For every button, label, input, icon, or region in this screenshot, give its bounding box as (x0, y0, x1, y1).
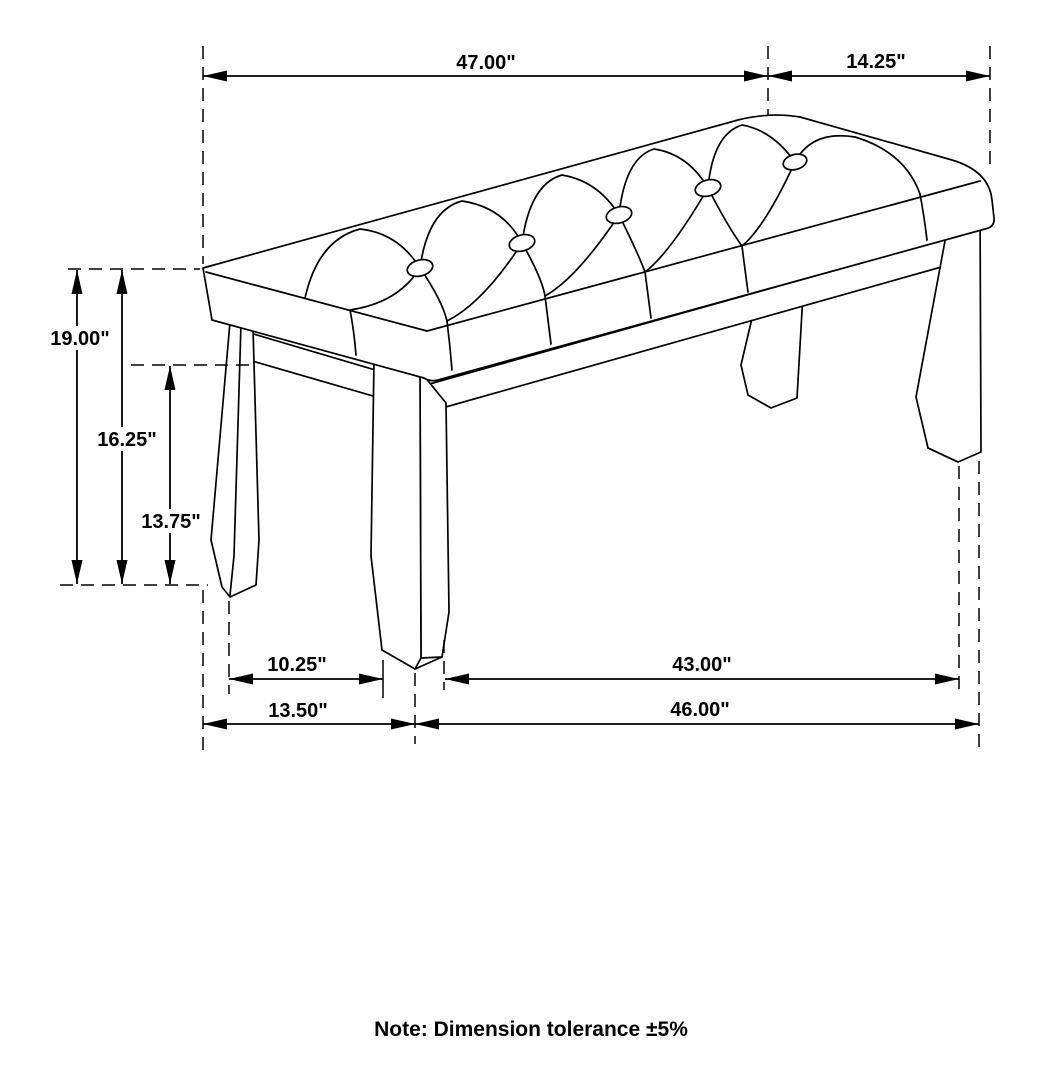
dimension-leg-clearance (134, 366, 208, 584)
arrowhead (165, 366, 176, 390)
arrowhead (72, 270, 83, 294)
dimension-label-leg-clearance: 13.75" (141, 511, 201, 533)
arrowhead (359, 674, 383, 685)
leg-side-face (420, 371, 449, 658)
arrowhead (768, 71, 792, 82)
arrowhead (391, 719, 415, 730)
leg-front-face (371, 361, 421, 669)
bench-drawing (203, 115, 994, 669)
dimension-seat-height (90, 270, 164, 584)
dimension-base-depth (203, 700, 415, 730)
arrowhead (744, 71, 768, 82)
bench-leg-front-left (371, 361, 449, 669)
dimension-base-length (415, 699, 979, 730)
arrowhead (72, 560, 83, 584)
dimension-label-rear-leg-offset: 10.25" (267, 654, 327, 676)
dimension-front-leg-span (445, 654, 959, 685)
arrowhead (165, 560, 176, 584)
dimension-seat-length (203, 52, 768, 82)
dimension-label-seat-depth: 14.25" (846, 51, 906, 73)
dimension-label-front-leg-span: 43.00" (672, 654, 732, 676)
arrowhead (935, 674, 959, 685)
arrowhead (117, 560, 128, 584)
arrowhead (415, 719, 439, 730)
dimension-seat-depth (768, 51, 990, 82)
arrowhead (117, 270, 128, 294)
dimension-label-seat-height: 16.25" (97, 429, 157, 451)
arrowhead (966, 71, 990, 82)
arrowhead (203, 71, 227, 82)
arrowhead (445, 674, 469, 685)
tolerance-note: Note: Dimension tolerance ±5% (374, 1018, 688, 1041)
dimension-label-seat-length: 47.00" (456, 52, 516, 74)
dimension-label-base-length: 46.00" (670, 699, 730, 721)
arrowhead (955, 719, 979, 730)
dimension-label-base-depth: 13.50" (268, 700, 328, 722)
bench-leg-rear-left (211, 322, 259, 597)
dimension-label-overall-height: 19.00" (50, 328, 110, 350)
arrowhead (203, 719, 227, 730)
arrowhead (229, 674, 253, 685)
dimension-rear-leg-offset (229, 654, 383, 685)
